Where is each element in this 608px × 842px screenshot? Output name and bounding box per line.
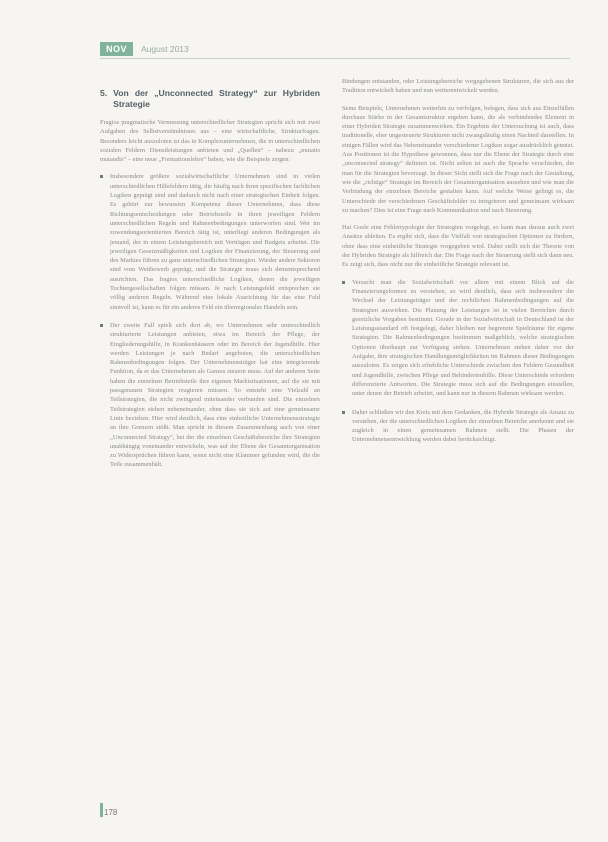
section-heading — [100, 88, 320, 110]
folio-marker — [100, 803, 103, 817]
list-item: Insbesondere größere sozialwirtschaftliche Unternehmen sind in vielen unterschiedlichen Hilfefeldern tätig, die häufig nach ihren spezifischen fachlichen Logiken geprägt sind und dadurch nicht nach einer strategischen Einheit folgen. Es gehört zur bewussten Kompetenz dieser Unternehmen, dass diese Richtungsentscheidungen oder Betriebsteile in ihren jeweiligen Feldern unterschiedlichen Regeln und Rahmenbedingungen unterworfen sind. Wer im zuwendungsorientierten Bereich tätig ist, unterliegt anderen Bedingungen als jemand, der in einem Leistungsbereich mit Verträgen und Budgets arbeitet. Die jeweiligen Gesetzmäßigkeiten und Logiken der Finanzierung, der Steuerung und des Marktes führen zu ganz unterschiedlichen Strategien. Wieder andere Sektoren sind vom Wettbewerb geprägt, und die Strategie muss sich dementsprechend ausrichten. Das fragios unterschiedliche Logiken, denen die jeweiligen Tochtergesellschaften folgen müssen. Je nach Leistungsfeld entsprechen sie völlig anderen Regeln. Während eine lokale Ausrichtung für das eine Feld sinnvoll ist, kann es für ein anderes Feld ein überregionales Handeln sein. — [100, 172, 320, 311]
page-header — [100, 42, 189, 56]
section-number: 5. — [100, 88, 108, 98]
list-item: Daher schließen wir den Kreis mit dem Gedanken, die Hybride Strategie als Ansatz zu verstehen, der die unterschiedlichen Logiken der einzelnen Bereiche anerkennt und sie zugleich in einen gemeinsamen Rahmen stellt. Die Phasen der Unternehmensentwicklung werden dabei berücksichtigt. — [342, 408, 574, 445]
list-item: Der zweite Fall spielt sich dort ab, wo Unternehmen sehr unterschiedlich strukturierte Leistungen anbieten, etwa im Bereich der Pflege, der Eingliederungshilfe, in Krankenhäusern oder im Bereich der Jugendhilfe. Hier werden Leistungen je nach Bedarf angeboten, die unterschiedlichen Rahmenbedingungen folgen. Der Unternehmensträger hat eine integrierende Funktion, da er das Unternehmen als Ganzes steuern muss. Auf der anderen Seite haben die einzelnen Betriebsteile ihre eigenen Marktsituationen, auf die sie mit passgenauen Strategien reagieren müssen. So entsteht eine Vielzahl an Teilstrategien, die nicht zwingend miteinander verbunden sind. Die einzelnen Teilstrategien stehen nebeneinander, ohne dass sie sich auf eine gemeinsame Linie beziehen. Hier wird deutlich, dass eine einheitliche Unternehmensstrategie an ihre Grenzen stößt. Man spricht in diesem Zusammenhang auch von einer „Unconnected Strategy“, bei der die einzelnen Geschäftsbereiche ihre Strategien unabhängig voneinander entwickeln, was auf der Ebene der Gesamtorganisation zu Widersprüchen führen kann, wenn nicht eine Klammer gefunden wird, die die Teile zusammenhält. — [100, 321, 320, 470]
section-title: Von der „Unconnected Strategy“ zur Hybriden Strategie — [113, 88, 320, 109]
issue-date: August 2013 — [141, 44, 189, 54]
right-bullet-list — [342, 278, 574, 445]
body-paragraph: Seine Beispiele, Unternehmen weiterhin zu verfolgen, belegen, dass sich aus Einzelfällen durchaus Stärke in der Gesamtstruktur ergeben kann, die als verbindendes Element in einer Hybriden Strategie zusammenwirken. Ein Ergebnis der Untersuchung ist auch, dass traditionelle, eher ungesteuerte Strukturen nicht zwangsläufig einen Nachteil darstellen. In einigen Fällen wird das Nebeneinander verschiedener Logiken sogar ausdrücklich genutzt. Aus Positionen ist die Hypothese gewonnen, dass nur die Ebene der Strategie durch eine „unconnected strategy“ definiert ist. Nicht selten ist auch die Sprache verschieden, die man für die Strategien bevorzugt. In dieser Sicht stellt sich die Frage nach der Gestaltung, wie die „richtige“ Strategie im Bereich der Gesamtorganisation aussehen und wie man die Verbindung der einzelnen Bereiche gestalten kann. Auf welche Weise gelingt es, die Unterschiede der verschiedenen Geschäftsfelder zu integrieren und gemeinsam wirksam zu machen? Dies ist eine Frage nach Kommunikation und nach Steuerung. — [342, 104, 574, 214]
intro-paragraph: Fragios pragmatische Vermessung unterschiedlicher Strategien spricht sich mit zwei Aufgaben des Selbstverständnisses aus – eine wirtschaftliche, Strukturfragen. Besonders leicht auszuloten ist das in Komplexunternehmen, die in unterschiedlichen sozialen Feldern Dienstleistungen anbieten und „Quellen“ – nahezu „mutatis mutandis“ – eine neue „Formationslehre“ haben, wie die Beispiele zeigen: — [100, 119, 320, 164]
lead-paragraph: Bindungen entstanden, oder Leistungsbereiche vorgegebenen Strukturen, die sich aus der Tradition entwickelt haben und nun weiterentwickelt werden. — [342, 78, 574, 95]
right-column — [342, 77, 574, 454]
header-rule — [100, 58, 570, 59]
list-item: Versucht man die Sozialwirtschaft vor allem mit einem Blick auf die Finanzierungsformen zu verstehen, so wird deutlich, dass sich insbesondere die Wechsel der Leistungsträger und der rechtlichen Rahmenbedingungen auf die Strategien auswirken. Die Planung der Leistungen ist in vielen Bereichen durch gesetzliche Vorgaben bestimmt. Gerade in der Sozialwirtschaft in Deutschland ist der Leistungsstandard oft festgelegt, daher bleiben nur begrenzte Spielräume für eigene Strategien. Die Rahmenbedingungen bestimmen maßgeblich, welche strategischen Optionen überhaupt zur Verfügung stehen. Unternehmen stehen daher vor der Aufgabe, ihre strategischen Handlungsmöglichkeiten im Rahmen dieser Bedingungen auszuloten. Es zeigen sich erhebliche Unterschiede zwischen den Feldern Gesundheit und Jugendhilfe, zwischen Pflege und Behindertenhilfe. Diese Unterschiede erfordern differenzierte Antworten. Die Strategie muss sich auf die Bedingungen einstellen, unter denen der Betrieb arbeitet, und kann nur in diesem Rahmen wirksam werden. — [342, 278, 574, 399]
left-column — [100, 88, 320, 479]
journal-badge: NOV — [100, 42, 133, 56]
body-paragraph: Hat Goele eine Fehlertypologie der Strategien vorgelegt, so kann man daraus auch zwei Ansätze ableiten. Es ergibt sich, dass die Vielfalt von strategischen Optionen zu fördern, ohne dass eine einheitliche Strategie vorgegeben wird. Dabei stellt sich die Theorie von der Hybriden Strategie als hilfreich dar. Die Frage nach der Steuerung stellt sich dann neu. Es zeigt sich, dass nicht nur die einheitliche Strategie relevant ist. — [342, 224, 574, 269]
page-number: 178 — [104, 808, 118, 817]
left-bullet-list — [100, 172, 320, 469]
